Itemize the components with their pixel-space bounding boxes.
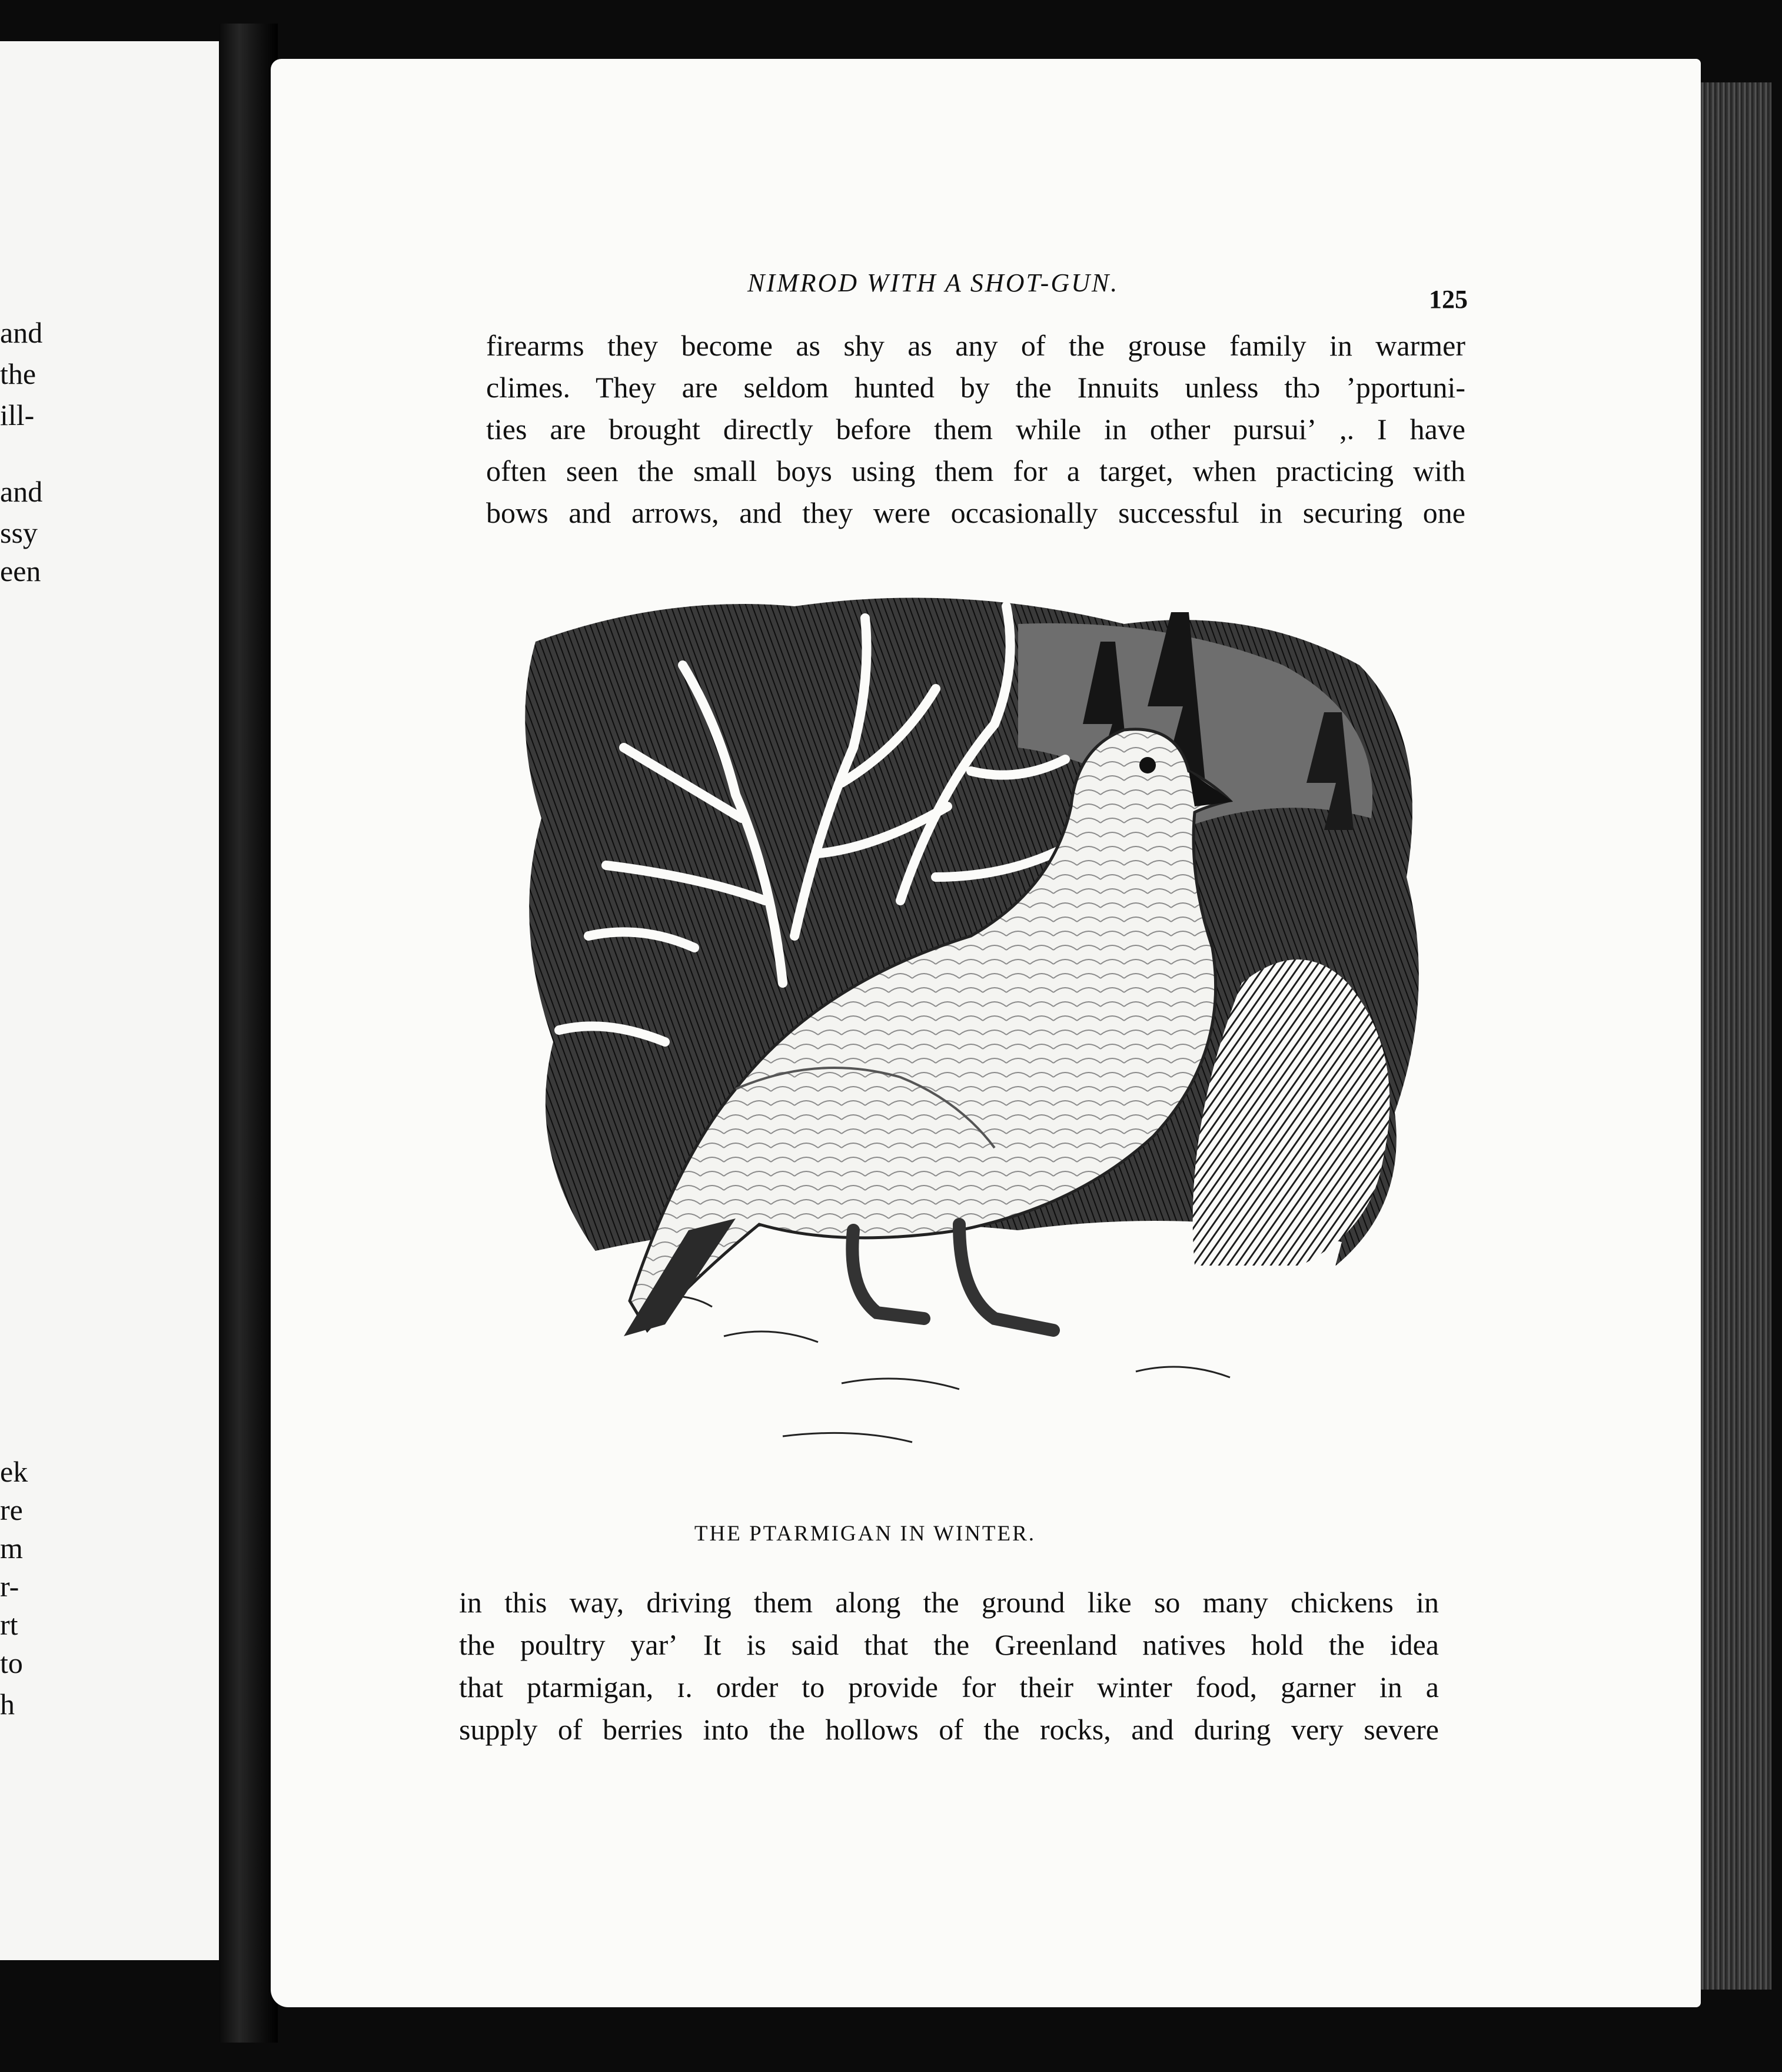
left-page-fragment: ill-: [0, 399, 35, 431]
book-gutter: [219, 24, 278, 2043]
text-line: in this way, driving them along the ground like so many chickens in: [459, 1586, 1439, 1619]
text-line: climes. They are seldom hunted by the Innuits unless thɔ ʼpportuni-: [486, 371, 1465, 404]
left-page: [0, 41, 225, 1960]
text-line: bows and arrows, and they were occasionally successful in securing one: [486, 496, 1465, 529]
figure-caption: THE PTARMIGAN IN WINTER.: [694, 1522, 1036, 1546]
left-page-fragment: and: [0, 316, 43, 349]
left-page-fragment: ek: [0, 1455, 28, 1488]
left-page-fragment: rt: [0, 1608, 18, 1641]
page-edges: [1701, 82, 1771, 1990]
left-page-fragment: to: [0, 1646, 23, 1679]
left-page-fragment: and: [0, 475, 43, 508]
left-page-fragment: m: [0, 1532, 23, 1565]
left-page-fragment: ssy: [0, 516, 38, 549]
running-head: NIMROD WITH A SHOT-GUN.: [747, 268, 1119, 297]
page-number: 125: [1429, 285, 1468, 314]
text-line: firearms they become as shy as any of the grouse family in warmer: [486, 329, 1465, 362]
text-line: often seen the small boys using them for a target, when practicing with: [486, 454, 1465, 487]
text-line: supply of berries into the hollows of the rocks, and during very severe: [459, 1713, 1439, 1746]
ptarmigan-engraving: [488, 571, 1442, 1489]
left-page-fragment: re: [0, 1493, 23, 1526]
text-line: ties are brought directly before them while in other pursuiʼ ,. I have: [486, 413, 1465, 446]
left-page-fragment: the: [0, 357, 36, 390]
left-page-fragment: h: [0, 1688, 15, 1721]
left-page-fragment: r-: [0, 1570, 19, 1603]
left-page-fragment: een: [0, 554, 41, 587]
text-line: the poultry yarʼ It is said that the Greenland natives hold the idea: [459, 1628, 1439, 1661]
text-line: that ptarmigan, ɪ. order to provide for their winter food, garner in a: [459, 1671, 1439, 1704]
bird-eye: [1139, 757, 1156, 773]
